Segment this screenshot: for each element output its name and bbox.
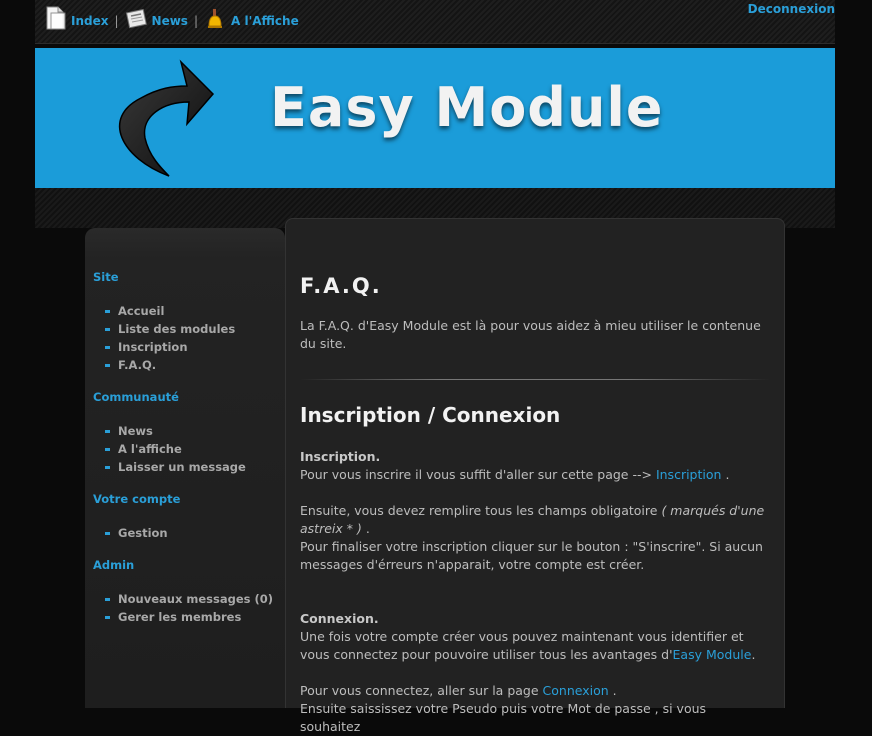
- divider: [300, 379, 770, 380]
- sidebar-list-site: [105, 302, 277, 374]
- nav-separator: |: [193, 14, 198, 28]
- site-banner: [35, 48, 835, 188]
- nav-separator: |: [114, 14, 119, 28]
- bullet-icon: [105, 310, 110, 313]
- sidebar-item-label: Gerer les membres: [118, 610, 242, 624]
- sidebar-item-label: Liste des modules: [118, 322, 236, 336]
- sidebar-item-accueil[interactable]: [105, 302, 277, 320]
- inscription-details: [300, 502, 770, 574]
- top-nav: [45, 6, 299, 30]
- nav-affiche-link[interactable]: [205, 8, 299, 30]
- sidebar-item-label: Inscription: [118, 340, 188, 354]
- bullet-icon: [105, 430, 110, 433]
- sidebar-item-label: F.A.Q.: [118, 358, 157, 372]
- sidebar-item-news[interactable]: [105, 422, 277, 440]
- bullet-icon: [105, 598, 110, 601]
- banner-title: Easy Module: [270, 76, 664, 139]
- document-icon: [45, 6, 67, 30]
- inscription-line1-end: .: [725, 467, 730, 482]
- sidebar-item-label: A l'affiche: [118, 442, 182, 456]
- sidebar-item-affiche[interactable]: [105, 440, 277, 458]
- bullet-icon: [105, 364, 110, 367]
- inscription-block: [300, 448, 770, 484]
- sidebar-heading-communaute: Communauté: [93, 390, 179, 404]
- inscription-link[interactable]: Inscription: [655, 467, 722, 482]
- curved-arrow-icon: [101, 58, 261, 183]
- bullet-icon: [105, 616, 110, 619]
- sidebar-item-message[interactable]: [105, 458, 277, 476]
- connexion-heading: Connexion.: [300, 611, 379, 626]
- sidebar-heading-admin: Admin: [93, 558, 135, 572]
- sidebar-list-admin: [105, 590, 277, 626]
- connexion-link[interactable]: Connexion: [542, 683, 609, 698]
- connexion-line2: Pour vous connectez, aller sur la page: [300, 683, 539, 698]
- inscription-heading: Inscription.: [300, 449, 381, 464]
- sidebar-item-label: Nouveaux messages (0): [118, 592, 274, 606]
- inscription-required-note: ( marqués d'une astreix * ): [300, 503, 765, 536]
- connexion-line3: Ensuite saississez votre Pseudo puis votre Mot de passe , si vous souhaitez: [300, 701, 707, 734]
- sidebar-item-gerer-membres[interactable]: [105, 608, 277, 626]
- bullet-icon: [105, 346, 110, 349]
- page-title: F.A.Q.: [300, 274, 382, 298]
- bullet-icon: [105, 532, 110, 535]
- easy-module-link[interactable]: Easy Module: [672, 647, 752, 662]
- sidebar-heading-compte: Votre compte: [93, 492, 181, 506]
- newspaper-icon: [126, 8, 148, 30]
- main-content: [285, 218, 785, 734]
- sidebar: [85, 228, 285, 708]
- top-navigation-bar: [35, 0, 835, 44]
- sidebar-item-inscription[interactable]: [105, 338, 277, 356]
- bullet-icon: [105, 448, 110, 451]
- connexion-details: [300, 682, 770, 736]
- bell-icon: [205, 8, 225, 30]
- nav-affiche-label: A l'Affiche: [231, 14, 299, 28]
- sidebar-item-label: Accueil: [118, 304, 165, 318]
- sidebar-item-liste-modules[interactable]: [105, 320, 277, 338]
- connexion-block: [300, 610, 770, 664]
- logout-link[interactable]: Deconnexion: [747, 2, 835, 16]
- intro-text: La F.A.Q. d'Easy Module est là pour vous aidez à mieu utiliser le contenue du site.: [300, 318, 761, 351]
- inscription-line2-end: .: [365, 521, 370, 536]
- sidebar-list-compte: [105, 524, 277, 542]
- inscription-line2: Ensuite, vous devez remplire tous les champs obligatoire: [300, 503, 658, 518]
- sidebar-item-gestion[interactable]: [105, 524, 277, 542]
- connexion-line2-end: .: [612, 683, 617, 698]
- sidebar-item-faq[interactable]: [105, 356, 277, 374]
- sidebar-item-label: Gestion: [118, 526, 168, 540]
- inscription-line1: Pour vous inscrire il vous suffit d'aller sur cette page -->: [300, 467, 652, 482]
- inscription-line3: Pour finaliser votre inscription cliquer sur le bouton : "S'inscrire". Si aucun messages d'érreurs n'apparait, votre compte est créer.: [300, 539, 763, 572]
- sidebar-item-nouveaux-messages[interactable]: [105, 590, 277, 608]
- section-title: Inscription / Connexion: [300, 403, 561, 427]
- nav-news-label: News: [151, 14, 188, 28]
- bullet-icon: [105, 328, 110, 331]
- sidebar-list-communaute: [105, 422, 277, 476]
- nav-index-label: Index: [71, 14, 109, 28]
- sidebar-item-label: News: [118, 424, 153, 438]
- sidebar-heading-site: Site: [93, 270, 119, 284]
- nav-news-link[interactable]: [126, 8, 188, 30]
- nav-index-link[interactable]: [45, 6, 108, 30]
- connexion-line1: Une fois votre compte créer vous pouvez maintenant vous identifier et vous connectez pour pouvoire utiliser tous les avantages d': [300, 629, 744, 662]
- sidebar-item-label: Laisser un message: [118, 460, 246, 474]
- connexion-line1-end: .: [751, 647, 756, 662]
- bullet-icon: [105, 466, 110, 469]
